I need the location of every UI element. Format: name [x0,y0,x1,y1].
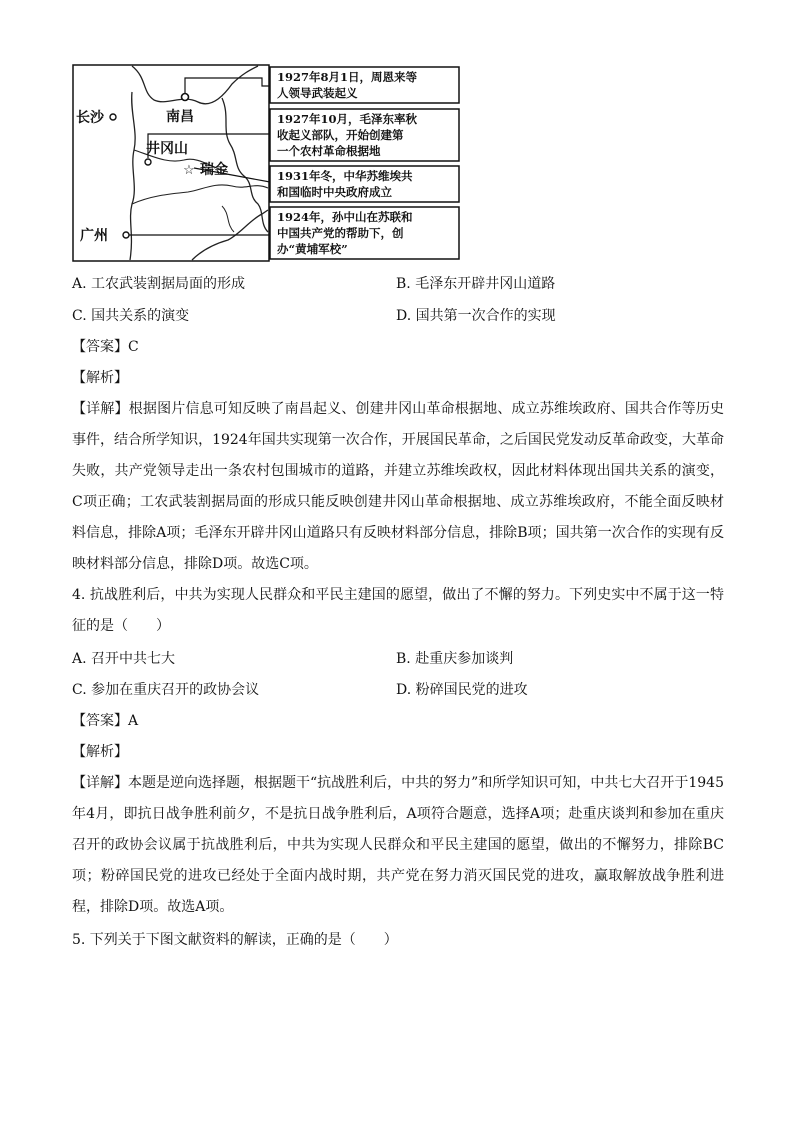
q4-stem [72,580,724,642]
label-nanchang: 南昌 [166,109,194,125]
guangzhou-marker [123,232,129,238]
q4-options-row-2 [72,680,722,700]
map-svg [72,64,466,264]
ruijin-star-icon: ☆ [183,163,195,178]
event-box-2-line-1: 1927年10月，毛泽东率秋 [277,112,418,126]
label-ruijin: 瑞金 [200,162,228,178]
label-jinggangshan: 井冈山 [146,141,188,157]
river [222,206,234,232]
q4-option-c: C. 参加在重庆召开的政协会议 [72,682,260,698]
q4-options-row-1 [72,649,722,669]
event-box-2-line-2: 收起义部队，开始创建第 [277,128,404,142]
event-box-4-line-2: 中国共产党的帮助下，创 [277,226,404,240]
border-south [132,185,268,204]
q4-option-b: B. 赴重庆参加谈判 [396,651,514,667]
q3-answer: 【答案】C [72,339,139,355]
q4-stem-text: 4. 抗战胜利后，中共为实现人民群众和平民主建国的愿望，做出了不懈的努力。下列史实中不属于这一特征的是（ ） [72,587,724,634]
event-box-1-line-1: 1927年8月1日，周恩来等 [277,70,418,84]
q4-detail-text: 【详解】本题是逆向选择题，根据题干“抗战胜利后，中共的努力”和所学知识可知，中共七大召开于1945年4月，即抗日战争胜利前夕，不是抗日战争胜利后，A项符合题意，选择A项；赴重庆谈判和参加在重庆召开的政协会议属于抗战胜利后，中共为实现人民群众和平民主建国的愿望，做出的不懈努力，排除BC项；粉碎国民党的进攻已经处于全面内战时期，共产党在努力消灭国民党的进攻，赢取解放战争胜利进程，排除D项。故选A项。 [72,775,724,915]
q3-analysis-label: 【解析】 [72,370,128,386]
q4-detail [72,768,724,923]
q4-analysis-label: 【解析】 [72,744,128,760]
q3-detail [72,394,724,580]
event-box-1-line-2: 人领导武装起义 [277,86,358,100]
label-changsha: 长沙 [76,110,104,126]
nanchang-marker [182,94,189,101]
q4-option-a: A. 召开中共七大 [72,651,176,667]
leader-line-nanchang [185,78,270,94]
q3-option-d: D. 国共第一次合作的实现 [396,308,556,324]
q4-answer: 【答案】A [72,713,139,729]
event-box-3-line-2: 和国临时中央政府成立 [277,185,392,199]
q3-options-row-1 [72,274,722,294]
event-box-3-line-1: 1931年冬，中华苏维埃共 [277,169,413,183]
q3-options-row-2 [72,306,722,326]
q4-option-d: D. 粉碎国民党的进攻 [396,682,528,698]
event-box-2-line-3: 一个农村革命根据地 [277,144,381,158]
border-east [222,98,268,232]
q3-option-a: A. 工农武装割据局面的形成 [72,276,246,292]
jinggangshan-marker [145,159,151,165]
border-north [132,66,258,104]
q3-option-c: C. 国共关系的演变 [72,308,190,324]
q5-stem: 5. 下列关于下图文献资料的解读，正确的是（ ） [72,932,398,948]
event-box-4-line-3: 办“黄埔军校” [277,242,348,256]
q3-option-b: B. 毛泽东开辟井冈山道路 [396,276,556,292]
event-box-4-line-1: 1924年，孙中山在苏联和 [277,210,413,224]
map-figure [72,64,466,264]
q3-detail-text: 【详解】根据图片信息可知反映了南昌起义、创建井冈山革命根据地、成立苏维埃政府、国共合作等历史事件，结合所学知识，1924年国共实现第一次合作，开展国民革命，之后国民党发动反革命政变，大革命失败，共产党领导走出一条农村包围城市的道路，并建立苏维埃政权，因此材料体现出国共关系的演变，C项正确；工农武装割据局面的形成只能反映创建井冈山革命根据地、成立苏维埃政府，不能全面反映材料信息，排除A项；毛泽东开辟井冈山道路只有反映材料部分信息，排除B项；国共第一次合作的实现有反映材料部分信息，排除D项。故选C项。 [72,401,724,572]
label-guangzhou: 广州 [80,228,108,244]
changsha-marker [110,114,116,120]
